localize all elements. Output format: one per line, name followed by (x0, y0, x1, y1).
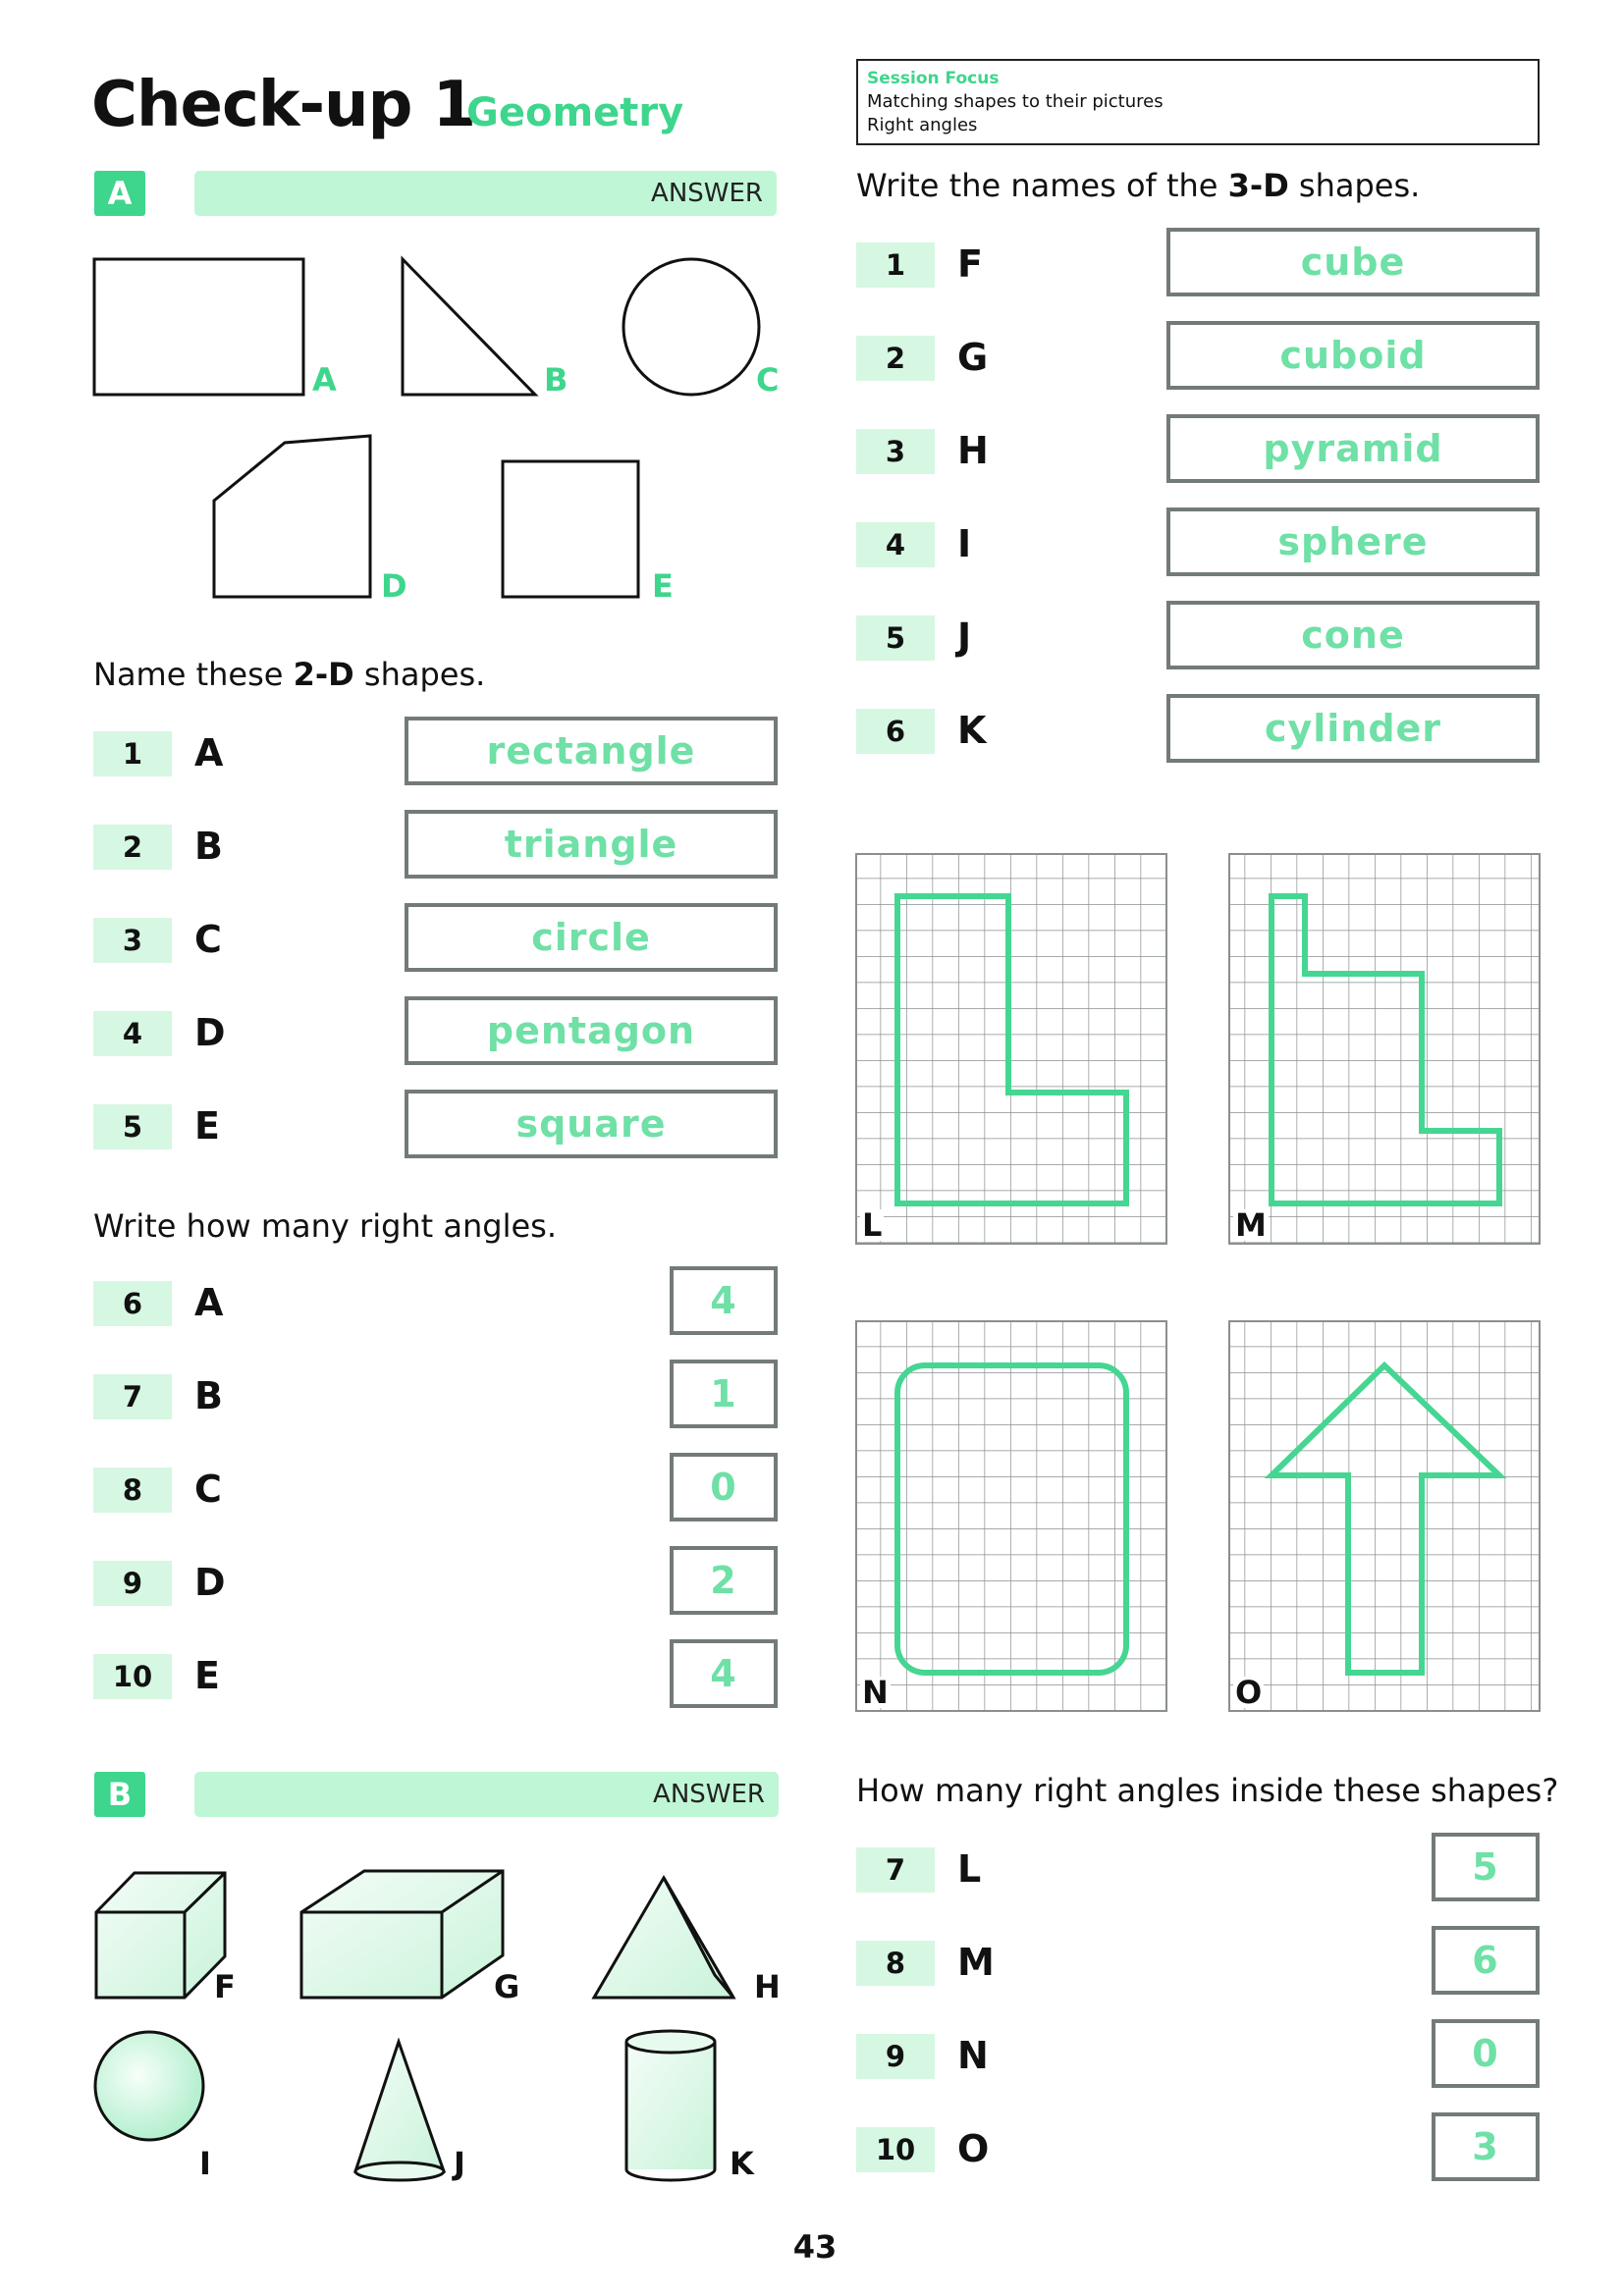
cylinder-shape (626, 2031, 715, 2180)
question-letter: D (194, 1011, 226, 1054)
question-letter: J (957, 615, 972, 659)
grid-n (856, 1321, 1166, 1711)
page-subtitle: Geometry (466, 90, 684, 135)
answer-box[interactable]: cylinder (1166, 694, 1540, 763)
question-number: 10 (93, 1654, 172, 1699)
answer-box[interactable]: 3 (1432, 2112, 1540, 2181)
shape-pentagon (214, 436, 370, 597)
answer-box[interactable]: 0 (1432, 2019, 1540, 2088)
question-number: 4 (856, 522, 935, 567)
instruction-right-angles: Write how many right angles. (93, 1207, 558, 1245)
answer-box[interactable]: cuboid (1166, 321, 1540, 390)
question-letter: D (194, 1561, 226, 1604)
answer-box[interactable]: 4 (670, 1639, 778, 1708)
shapes-2d-drawing (0, 0, 884, 628)
question-letter: O (957, 2127, 990, 2170)
shape-label-k: K (730, 2145, 754, 2182)
cuboid-shape (301, 1871, 503, 1998)
answer-label: ANSWER (653, 1780, 765, 1809)
question-number: 8 (856, 1941, 935, 1986)
question-letter: L (957, 1847, 982, 1891)
question-number: 10 (856, 2127, 935, 2172)
session-focus-box (856, 59, 1540, 145)
page-title: Check-up 1 (91, 69, 476, 141)
question-number: 2 (856, 336, 935, 381)
grid-l (856, 854, 1166, 1244)
shape-square (503, 461, 638, 597)
grid-label-n: N (862, 1674, 889, 1711)
question-number: 8 (93, 1468, 172, 1513)
answer-box[interactable]: 6 (1432, 1926, 1540, 1995)
shape-rectangle (94, 259, 303, 395)
answer-box[interactable]: circle (405, 903, 778, 972)
shape-label-h: H (754, 1968, 781, 2005)
grid-label-m: M (1235, 1206, 1267, 1244)
shape-label-b: B (544, 361, 568, 399)
shape-triangle (403, 259, 535, 395)
answer-box[interactable]: 2 (670, 1546, 778, 1615)
answer-box[interactable]: cube (1166, 228, 1540, 296)
answer-box[interactable]: 5 (1432, 1833, 1540, 1901)
question-number: 1 (856, 242, 935, 288)
answer-box[interactable]: 4 (670, 1266, 778, 1335)
shape-label-c: C (756, 361, 780, 399)
grid-m (1229, 854, 1540, 1244)
question-number: 5 (93, 1104, 172, 1149)
question-number: 9 (856, 2034, 935, 2079)
shape-circle (623, 259, 759, 395)
session-focus-line: Right angles (867, 115, 978, 135)
question-letter: M (957, 1941, 995, 1984)
instruction-name-3d: Write the names of the 3-D shapes. (856, 167, 1421, 204)
shape-label-a: A (312, 361, 337, 399)
grid-label-o: O (1235, 1674, 1263, 1711)
answer-box[interactable]: pyramid (1166, 414, 1540, 483)
answer-box[interactable]: rectangle (405, 717, 778, 785)
sphere-shape (95, 2032, 203, 2140)
session-focus-heading: Session Focus (867, 69, 1000, 88)
question-number: 4 (93, 1011, 172, 1056)
grid-o (1229, 1321, 1540, 1711)
answer-label: ANSWER (651, 179, 763, 208)
answer-box[interactable]: sphere (1166, 507, 1540, 576)
question-letter: A (194, 731, 224, 774)
question-number: 6 (93, 1281, 172, 1326)
section-b-answer-bar (194, 1772, 779, 1817)
question-letter: K (957, 709, 987, 752)
pyramid-shape (594, 1878, 733, 1998)
answer-box[interactable]: 1 (670, 1360, 778, 1428)
question-number: 6 (856, 709, 935, 754)
instruction-right-angles-grid: How many right angles inside these shapes? (856, 1772, 1559, 1809)
question-number: 9 (93, 1561, 172, 1606)
question-letter: B (194, 1374, 223, 1417)
question-letter: G (957, 336, 989, 379)
shapes-3d-drawing (0, 1845, 805, 2199)
shape-label-j: J (454, 2145, 465, 2182)
question-letter: B (194, 825, 223, 868)
question-letter: N (957, 2034, 989, 2077)
question-number: 7 (856, 1847, 935, 1893)
answer-box[interactable]: square (405, 1090, 778, 1158)
question-letter: A (194, 1281, 224, 1324)
section-b-badge: B (94, 1772, 145, 1817)
question-number: 7 (93, 1374, 172, 1419)
cube-shape (96, 1873, 225, 1998)
section-a-badge: A (94, 171, 145, 216)
shape-label-g: G (494, 1968, 520, 2005)
grid-label-l: L (862, 1206, 883, 1244)
shape-label-e: E (652, 567, 674, 605)
question-letter: C (194, 1468, 222, 1511)
instruction-name-2d: Name these 2-D shapes. (93, 656, 486, 693)
answer-box[interactable]: pentagon (405, 996, 778, 1065)
question-number: 2 (93, 825, 172, 870)
shape-label-d: D (381, 567, 407, 605)
question-letter: C (194, 918, 222, 961)
question-number: 3 (93, 918, 172, 963)
question-number: 3 (856, 429, 935, 474)
question-letter: I (957, 522, 972, 565)
question-letter: E (194, 1104, 220, 1148)
answer-box[interactable]: cone (1166, 601, 1540, 669)
shape-label-f: F (214, 1968, 236, 2005)
page-number: 43 (792, 2228, 838, 2266)
cone-shape (355, 2042, 444, 2180)
answer-box[interactable]: 0 (670, 1453, 778, 1522)
shape-label-i: I (199, 2145, 211, 2182)
question-number: 5 (856, 615, 935, 661)
question-letter: H (957, 429, 989, 472)
session-focus-line: Matching shapes to their pictures (867, 91, 1164, 112)
question-number: 1 (93, 731, 172, 776)
grid-shapes-drawing (854, 852, 1542, 1716)
answer-box[interactable]: triangle (405, 810, 778, 879)
question-letter: E (194, 1654, 220, 1697)
question-letter: F (957, 242, 983, 286)
